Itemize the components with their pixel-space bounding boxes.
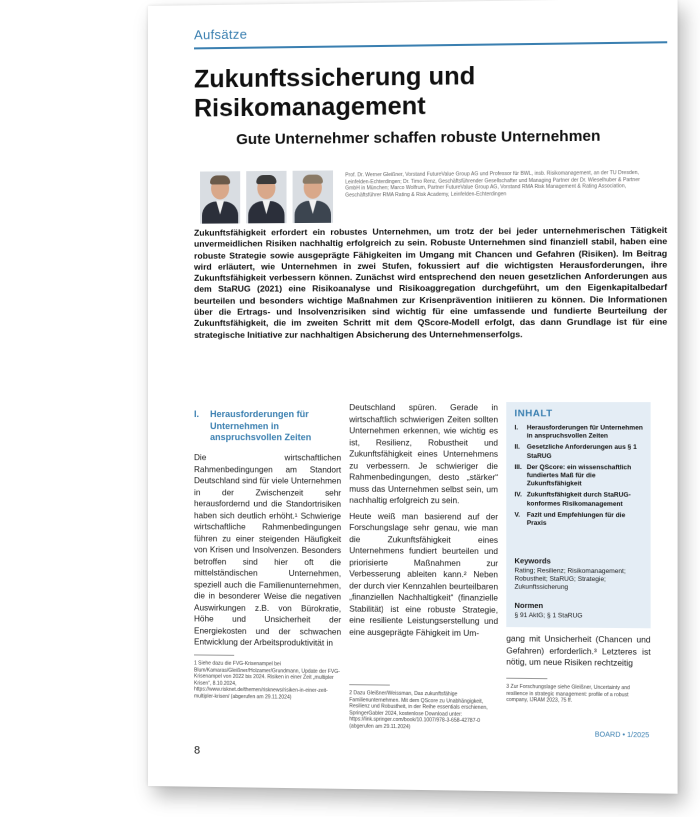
toc-item[interactable]: IV. Zukunftsfähigkeit durch StaRUG-konformes Risikomanagement	[514, 491, 631, 508]
table-of-contents-box	[506, 402, 650, 628]
section-number: I.	[194, 409, 200, 420]
body-text-column-3: gang mit Unsicherheit (Chancen und Gefahren) erforderlich.³ Letzteres ist nötig, um neue Risiken rechtzeitig	[506, 634, 651, 668]
footnote-3: 3 Zur Forschungslage siehe Gleißner, Uncertainty and resilience in strategic management: profile of a robust company, IJRAM 2023, 75 ff.	[506, 683, 630, 705]
toc-item[interactable]: V. Fazit und Empfehlungen für die Praxis	[514, 511, 626, 527]
article-subtitle: Gute Unternehmer schaffen robuste Unternehmen	[236, 127, 601, 149]
normen-text: § 91 AktG; § 1 StaRUG	[514, 611, 583, 620]
footnote-divider	[506, 678, 547, 679]
paragraph: Heute weiß man basierend auf der Forschungslage sehr genau, wie man die Zukunftsfähigkeit eines Unternehmens fundiert beurteilen und priorisierte Maßnahmen zur Verbesserung ableiten kann.² Neben der durch vier Kennzahlen beurteilbaren „finanziellen Nachhaltigkeit“ (finanzielle Stabilität) ist eine robuste Strategie, eine resiliente Leistungserstellung und eine ausgeprägte Fähigkeit im Um-	[349, 511, 499, 638]
abstract: Zukunftsfähigkeit erfordert ein robustes Unternehmen, um trotz der bei jeder unternehmerischen Tätigkeit unvermeidlichen Risiken nachhaltig erfolgreich zu sein. Robuste Unternehmen sind finanziell stabil, haben eine robuste Strategie sowie ausgeprägte Fähigkeiten im Umgang mit Chancen und Gefahren (Risiken). Im Beitrag wird erläutert, wie Unternehmen in zwei Stufen, fokussiert auf die wichtigsten Herausforderungen, ihre Zukunftsfähigkeit verbessern können. Zunächst wird entsprechend den neuen gesetzlichen Anforderungen aus dem StaRUG (2021) eine Risikoanalyse und Risikoaggregation durchgeführt, um den Eigenkapitalbedarf beurteilen und besonders wichtige Maßnahmen zur Krisenprävention initiieren zu können. Die Informationen über die Ertrags- und Insolvenzrisiken sind wichtig für eine umfassende und fundierte Beurteilung der Zukunftsfähigkeit, die im zweiten Schritt mit dem QScore-Modell erfolgt, das dann Grundlage ist für eine strategische Initiative zur nachhaltigen Absicherung des Unternehmenserfolgs.	[194, 224, 668, 340]
author-photo	[200, 171, 240, 223]
author-info: Prof. Dr. Werner Gleißner, Vorstand FutureValue Group AG und Professor für BWL, insb. Risikomanagement, an der TU Dresden, Leinfelden-Echterdingen; Dr. Timo Renz, Geschäftsführender Gesellschafter und Managing Partner der Dr. Wieselhuber & Partner GmbH in München; Marco Wolfrum, Partner FutureValue Group AG, Vorstand RMA Risk Management & Rating Association, Geschäftsführer RMA Rating & Risk Academy, Leinfelden-Echterdingen	[345, 169, 640, 199]
author-photos	[200, 170, 333, 223]
keywords-text: Rating; Resilienz; Risikomanagement; Robustheit; StaRUG; Strategie; Zukunftssicherung	[514, 567, 626, 592]
body-text-column-1: Die wirtschaftlichen Rahmenbedingungen am Standort Deutschland sind für viele Unternehmen in der Zwischenzeit sehr herausfordernd und die Standortrisiken haben sich deutlich erhöht.¹ Schwierige wirtschaftliche Rahmenbedingungen führen zu einer steigenden Häufigkeit von Krisen und Insolvenzen. Besonders betroffen sind hier oft die mittelständischen Unternehmen, speziell auch die Familienunternehmen, die in besonderer Weise die negativen Auswirkungen z.B. von Bürokratie, Höhe und Unsicherheit der Energiekosten und der schwachen Entwicklung der Arbeitsproduktivität in	[194, 453, 342, 648]
author-photo	[246, 171, 286, 224]
page-number: 8	[194, 744, 201, 757]
article-title: Zukunftssicherung und Risikomanagement	[194, 61, 476, 123]
toc-list	[514, 424, 644, 531]
body-text-column-2	[349, 402, 498, 639]
author-photo	[293, 170, 333, 223]
toc-item[interactable]: I. Herausforderungen für Unternehmen in anspruchsvollen Zeiten	[514, 424, 643, 440]
footnote-divider	[194, 654, 234, 655]
section-divider	[194, 41, 667, 49]
footnote-2: 2 Dazu Gleißner/Weissman, Das zukunftsfähige Familienunternehmen. Mit dem QScore zu Unabhängigkeit, Resilienz und Robustheit, in der Reihe essentials erschienen, SpringerGabler 2024, kostenlose Download unter: https://link.springer.com/book/10.1007/978-3-658-42787-0 (abgerufen am 29.11.2024)	[349, 690, 488, 731]
document-page	[148, 0, 678, 794]
keywords-heading: Keywords	[514, 556, 551, 566]
footnote-divider	[349, 684, 390, 685]
footnote-1: 1 Siehe dazu die FVG-Krisenampel bei Blum/Kamaras/Gleißner/Holzamer/Grundmann, Update der FVG-Krisenampel von 2022 bis 2024. Risiken in einer Zeit „multipler Krisen“, 8.10.2024, https://www.risknet.de/themen/risknews/risiken-in-einer-zeit-multipler-krisen/ (abgerufen am 29.11.2024)	[194, 660, 340, 701]
paragraph: Deutschland spüren. Gerade in wirtschaftlich schwierigen Zeiten sollten Unternehmen erkennen, wie wichtig es ist, Resilienz, Robustheit und Zukunftsfähigkeit eines Unternehmens zu verbessern. Je schwieriger die Rahmenbedingungen, desto „stärker“ muss das Unternehmen selbst sein, um nachhaltig erfolgreich zu sein.	[349, 403, 499, 506]
journal-footer: BOARD • 1/2025	[594, 731, 650, 740]
section-label: Aufsätze	[194, 26, 248, 43]
toc-item[interactable]: II. Gesetzliche Anforderungen aus § 1 StaRUG	[514, 444, 637, 460]
section-heading: Herausforderungen für Unternehmen in anspruchsvollen Zeiten	[210, 409, 312, 443]
toc-item[interactable]: III. Der QScore: ein wissenschaftlich fundiertes Maß für die Zukunftsfähigkeit	[514, 463, 632, 488]
normen-heading: Normen	[514, 600, 544, 611]
toc-heading: INHALT	[514, 408, 553, 420]
